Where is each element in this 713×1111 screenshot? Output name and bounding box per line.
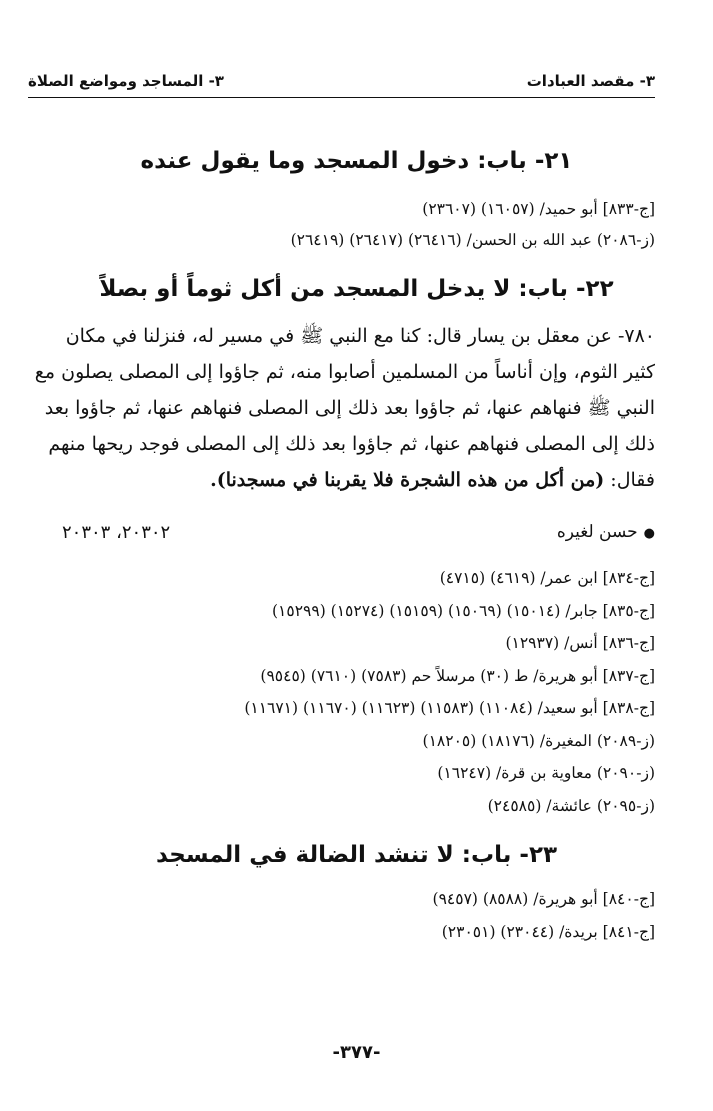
running-header: [28, 64, 655, 90]
reference-line: (ز-٢٠٩٠) معاوية بن قرة/ (١٦٢٤٧): [437, 764, 655, 782]
hadith-line: كثير الثوم، وإن أناساً من المسلمين أصابوا منه، ثم جاؤوا إلى المصلى يصلون مع: [34, 361, 655, 383]
hadith-grade: ●حسن لغيره: [556, 522, 655, 542]
cross-reference-numbers: ٢٠٣٠٢، ٢٠٣٠٣: [62, 521, 171, 543]
hadith-final-prefix: فقال:: [604, 469, 655, 491]
bullet-icon: ●: [643, 526, 655, 541]
reference-line: [ج-٨٣٥] جابر/ (١٥٠١٤) (١٥٠٦٩) (١٥١٥٩) (١٥٢٧٤) (١٥٢٩٩): [271, 601, 655, 620]
reference-line: [ج-٨٣٦] أنس/ (١٢٩٣٧): [505, 634, 655, 652]
header-volume-title: ٣- مقصد العبادات: [526, 72, 655, 90]
hadith-line: [28, 462, 655, 498]
reference-line: (ز-٢٠٩٥) عائشة/ (٢٤٥٨٥): [487, 796, 655, 815]
page-number: -٣٧٧-: [332, 1042, 381, 1063]
header-divider: [28, 97, 655, 98]
reference-line: [ج-٨٣٨] أبو سعيد/ (١١٠٨٤) (١١٥٨٣) (١١٦٢٣) (١١٦٧٠) (١١٦٧١): [244, 699, 655, 717]
reference-line: [ج-٨٣٧] أبو هريرة/ ط (٣٠) مرسلاً حم (٧٥٨٣) (٧٦١٠) (٩٥٤٥): [260, 666, 655, 685]
section-22-references: [30, 562, 655, 822]
header-chapter-title: ٣- المساجد ومواضع الصلاة: [28, 72, 224, 90]
hadith-780-text: [28, 318, 655, 498]
hadith-quote: (من أكل من هذه الشجرة فلا يقربنا في مسجدنا).: [210, 469, 605, 491]
reference-line: [ج-٨٣٣] أبو حميد/ (١٦٠٥٧) (٢٣٦٠٧): [422, 200, 655, 218]
section-23-references: [30, 883, 655, 948]
reference-line: (ز-٢٠٨٦) عبد الله بن الحسن/ (٢٦٤١٦) (٢٦٤١٧) (٢٦٤١٩): [290, 231, 655, 249]
section-22-title: ٢٢- باب: لا يدخل المسجد من أكل ثوماً أو بصلاً: [99, 276, 614, 302]
reference-line: (ز-٢٠٨٩) المغيرة/ (١٨١٧٦) (١٨٢٠٥): [422, 731, 655, 750]
section-23-title: ٢٣- باب: لا تنشد الضالة في المسجد: [155, 842, 558, 868]
grade-row: [62, 517, 655, 547]
hadith-line: ذلك إلى المصلى فنهاهم عنها، ثم جاؤوا بعد ذلك إلى المصلى فوجد ريحها منهم: [48, 433, 655, 455]
section-21-references: [30, 194, 655, 256]
section-21-title: ٢١- باب: دخول المسجد وما يقول عنده: [140, 148, 573, 174]
reference-line: [ج-٨٣٤] ابن عمر/ (٤٦١٩) (٤٧١٥): [439, 569, 655, 587]
reference-line: [ج-٨٤٠] أبو هريرة/ (٨٥٨٨) (٩٤٥٧): [432, 890, 655, 908]
hadith-line: ٧٨٠- عن معقل بن يسار قال: كنا مع النبي ﷺ في مسير له، فنزلنا في مكان: [65, 325, 655, 347]
reference-line: [ج-٨٤١] بريدة/ (٢٣٠٤٤) (٢٣٠٥١): [441, 922, 655, 941]
hadith-line: النبي ﷺ فنهاهم عنها، ثم جاؤوا بعد ذلك إلى المصلى فنهاهم عنها، ثم جاؤوا بعد: [44, 397, 655, 419]
